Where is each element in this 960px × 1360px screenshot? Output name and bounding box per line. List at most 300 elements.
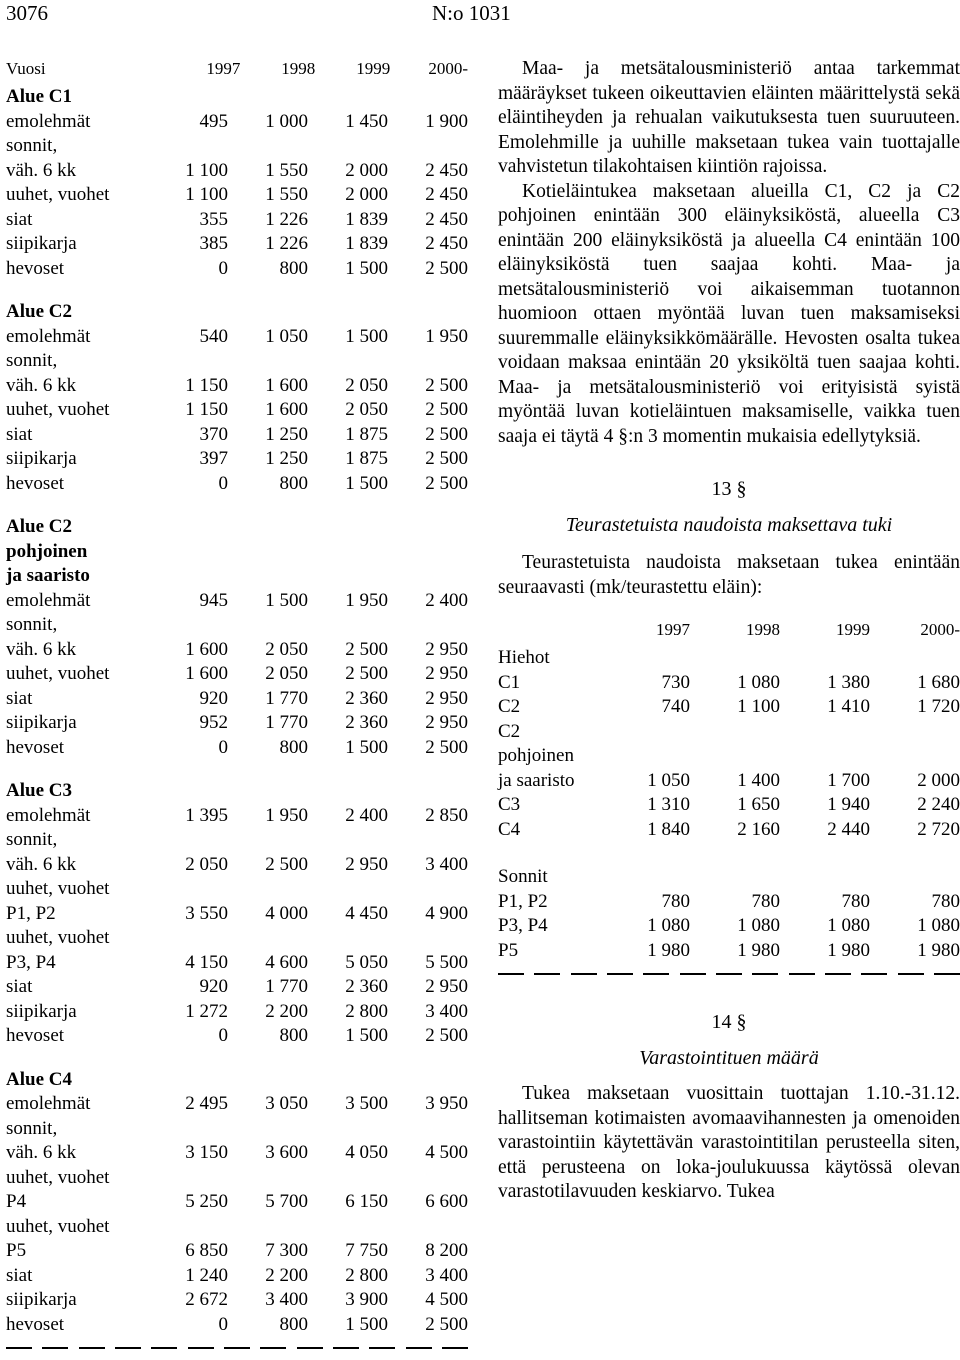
row-value: 1 250 [265, 448, 308, 469]
row-label: siipikarja [6, 1289, 77, 1310]
dash-segment [369, 1347, 395, 1349]
row-label: siat [6, 1264, 33, 1286]
row-value: 1 950 [345, 589, 388, 611]
table1-year: 2000- [428, 59, 468, 78]
table1-body [6, 85, 468, 1337]
table1-year: 1999 [356, 59, 391, 78]
row-label: hevoset [6, 736, 65, 758]
dash-segment [6, 1347, 32, 1349]
row-value: 495 [199, 110, 228, 132]
table-row [6, 589, 468, 614]
table-row [6, 1313, 468, 1338]
row-value: 5 500 [425, 951, 468, 973]
row-value: 2 050 [265, 663, 308, 684]
table-row [6, 257, 468, 282]
table2-year: 1997 [656, 620, 690, 639]
row-value: 1 150 [185, 374, 228, 396]
row-value: 2 050 [345, 399, 388, 420]
row-value: 1 600 [185, 638, 228, 660]
row-value: 2 950 [425, 712, 468, 733]
dash-segment [333, 1347, 359, 1349]
row-value: 1 900 [425, 110, 468, 132]
table-row [6, 1024, 468, 1049]
dash-segment [825, 973, 851, 975]
dash-segment [861, 973, 887, 975]
table2-body [498, 646, 960, 963]
row-label: uuhet, vuohet P1, P2 [6, 878, 110, 924]
right-column [498, 57, 960, 1205]
section-title: Varastointituen määrä [639, 1047, 819, 1069]
row-value: 1 500 [265, 589, 308, 611]
row-value: 2 360 [345, 976, 388, 997]
row-value: 2 450 [425, 184, 468, 205]
row-label: siipikarja [6, 233, 77, 254]
row-value: 800 [279, 1025, 308, 1046]
table-row [498, 695, 960, 720]
row-value: 1 080 [647, 915, 690, 936]
row-value: 1 600 [265, 374, 308, 396]
area-block [6, 300, 468, 496]
left-column [6, 57, 468, 1350]
row-value: 3 600 [265, 1142, 308, 1163]
table-row [6, 828, 468, 877]
row-value: 2 450 [425, 208, 468, 230]
dash-segment [297, 1347, 323, 1349]
table-row [6, 110, 468, 135]
row-value: 1 550 [265, 184, 308, 205]
table-row [6, 613, 468, 662]
table2-year: 1999 [836, 620, 870, 639]
row-value: 740 [661, 696, 690, 717]
row-label: uuhet, vuohet [6, 184, 110, 205]
row-label: siipikarja [6, 712, 77, 733]
table-row [6, 423, 468, 448]
area-title: Alue C2 pohjoinen ja saaristo [6, 516, 90, 586]
row-value: 1 600 [185, 663, 228, 684]
row-value: 2 000 [345, 159, 388, 181]
row-value: 1 080 [737, 671, 780, 693]
row-value: 1 500 [345, 1025, 388, 1046]
row-label: siat [6, 687, 33, 709]
row-value: 1 150 [185, 399, 228, 420]
table2-year: 1998 [746, 620, 780, 639]
area-title: Alue C2 [6, 301, 72, 322]
row-value: 2 500 [425, 1025, 468, 1046]
row-value: 0 [218, 1025, 228, 1046]
row-value: 1 600 [265, 399, 308, 420]
row-value: 2 850 [425, 804, 468, 826]
row-value: 3 900 [345, 1289, 388, 1310]
table-row [6, 736, 468, 761]
row-value: 1 050 [265, 325, 308, 347]
area-block [6, 1068, 468, 1338]
row-label: uuhet, vuohet P5 [6, 1215, 110, 1261]
row-label: C1 [498, 671, 521, 693]
row-value: 1 550 [265, 159, 308, 181]
row-value: 1 980 [917, 939, 960, 961]
row-value: 5 700 [265, 1191, 308, 1212]
row-label: emolehmät [6, 804, 91, 826]
row-value: 2 500 [425, 423, 468, 445]
row-value: 780 [661, 890, 690, 912]
row-label: siipikarja [6, 448, 77, 469]
row-value: 1 839 [345, 208, 388, 230]
row-value: 8 200 [425, 1240, 468, 1261]
table-row [6, 472, 468, 497]
table-row [6, 398, 468, 423]
row-value: 1 080 [827, 915, 870, 936]
dash-segment [406, 1347, 432, 1349]
row-label: siat [6, 976, 33, 997]
row-value: 780 [931, 890, 960, 912]
table-row [6, 711, 468, 736]
row-label: siipikarja [6, 1000, 77, 1022]
row-value: 2 800 [345, 1000, 388, 1022]
table2-header [498, 618, 960, 642]
row-value: 2 500 [345, 663, 388, 684]
row-value: 1 680 [917, 671, 960, 693]
row-value: 6 600 [425, 1191, 468, 1212]
row-label: hevoset [6, 472, 65, 494]
area-title: Alue C1 [6, 86, 72, 107]
row-value: 3 150 [185, 1142, 228, 1163]
table-row [6, 232, 468, 257]
dash-segment [151, 1347, 177, 1349]
row-value: 2 360 [345, 712, 388, 733]
table-row [6, 208, 468, 233]
row-value: 2 050 [265, 638, 308, 660]
dash-segment [442, 1347, 468, 1349]
row-value: 7 750 [345, 1240, 388, 1261]
row-value: 1 310 [647, 794, 690, 815]
row-value: 1 080 [917, 915, 960, 936]
row-value: 800 [279, 736, 308, 758]
row-value: 800 [279, 257, 308, 279]
row-value: 2 500 [345, 638, 388, 660]
area-block [6, 85, 468, 281]
section-title: Teurastetuista naudoista maksettava tuki [565, 514, 893, 536]
dash-segment [607, 973, 633, 975]
area-block [6, 779, 468, 1049]
row-value: 1 500 [345, 472, 388, 494]
table-row [6, 134, 468, 183]
row-value: 2 050 [185, 853, 228, 875]
row-value: 1 080 [737, 915, 780, 936]
row-value: 2 240 [917, 794, 960, 815]
row-label: emolehmät [6, 325, 91, 347]
row-value: 2 950 [345, 853, 388, 875]
row-value: 0 [218, 736, 228, 758]
row-value: 2 672 [185, 1289, 228, 1310]
row-value: 1 950 [425, 325, 468, 347]
table-row [6, 1264, 468, 1289]
row-label: sonnit, väh. 6 kk [6, 614, 77, 660]
row-value: 1 240 [185, 1264, 228, 1286]
dash-segment [260, 1347, 286, 1349]
table2-end-rule [498, 973, 960, 976]
row-label: uuhet, vuohet P4 [6, 1166, 110, 1212]
row-value: 1 500 [345, 1313, 388, 1335]
row-value: 1 770 [265, 712, 308, 733]
row-value: 952 [199, 712, 228, 733]
row-value: 4 050 [345, 1142, 388, 1163]
row-value: 2 000 [917, 769, 960, 791]
row-value: 1 980 [827, 939, 870, 961]
row-value: 2 450 [425, 159, 468, 181]
row-value: 1 940 [827, 794, 870, 815]
row-value: 2 050 [345, 374, 388, 396]
row-value: 730 [661, 671, 690, 693]
row-value: 1 050 [647, 769, 690, 791]
section-number: 13 § [711, 478, 747, 500]
row-value: 1 400 [737, 769, 780, 791]
row-value: 0 [218, 257, 228, 279]
dash-segment [224, 1347, 250, 1349]
row-value: 3 400 [265, 1289, 308, 1310]
table-row [6, 1092, 468, 1117]
row-value: 1 980 [737, 939, 780, 961]
row-value: 1 950 [265, 804, 308, 826]
row-value: 1 500 [345, 736, 388, 758]
row-value: 3 400 [425, 1000, 468, 1022]
table-row [498, 914, 960, 939]
table-row [6, 349, 468, 398]
group-title: Hiehot [498, 647, 550, 668]
row-value: 1 226 [265, 233, 308, 254]
row-value: 540 [199, 325, 228, 347]
row-value: 1 650 [737, 794, 780, 815]
row-value: 0 [218, 472, 228, 494]
row-value: 2 950 [425, 687, 468, 709]
row-value: 5 250 [185, 1191, 228, 1212]
row-label: sonnit, väh. 6 kk [6, 829, 77, 875]
row-label: hevoset [6, 1025, 65, 1046]
row-value: 2 500 [425, 257, 468, 279]
table-row [6, 1000, 468, 1025]
table-row [6, 1117, 468, 1166]
row-value: 1 100 [737, 696, 780, 717]
paragraph: Tukea maksetaan vuosittain tuottajan 1.10.-31.12. hallitseman kotimaisten avomaavihannesten ja omenoiden varastointiin käytettävän varastointitilan perusteella siten, että perusteena on loka-joulukuussa käytössä olevan varastotilavuuden keskiarvo. Tukea [498, 1083, 960, 1202]
table-row [6, 975, 468, 1000]
row-label: P5 [498, 939, 519, 961]
dash-segment [79, 1347, 105, 1349]
row-value: 1 875 [345, 423, 388, 445]
dash-segment [716, 973, 742, 975]
paragraph: Teurastetuista naudoista maksetaan tukea enintään seuraavasti (mk/teurastettu eläin): [498, 552, 960, 598]
table-row [6, 1215, 468, 1264]
row-value: 3 500 [345, 1093, 388, 1114]
row-label: hevoset [6, 257, 65, 279]
row-value: 1 226 [265, 208, 308, 230]
dash-segment [115, 1347, 141, 1349]
row-label: sonnit, väh. 6 kk [6, 350, 77, 396]
row-value: 1 980 [647, 939, 690, 961]
row-value: 800 [279, 472, 308, 494]
row-label: uuhet, vuohet P3, P4 [6, 927, 110, 973]
page-number: 3076 [6, 1, 48, 25]
table2 [498, 618, 960, 963]
paragraph: Kotieläintukea maksetaan alueilla C1, C2 ja C2 pohjoinen enintään 300 eläinyksiköstä, alueella C3 enintään 200 eläinyksiköstä ja alueella C4 enintään 100 eläinyksiköstä tuen saajaa kohti. Maa- ja metsätalousministeriö voi aikaisemman tuotannon huomioon ottaen myöntää luvan tuen maksamiseksi suuremmalle eläinyksikkömäärälle. Hevosten osalta tukea voidaan maksaa enintään 20 yksiköltä tuen saajaa kohti. Maa- ja metsätalousministeriö voi erityisistä syistä myöntää luvan kotieläintuen maksamiselle, vaikka tuen saaja ei täytä 4 §:n 3 momentin mukaisia edellytyksiä. [498, 180, 960, 447]
row-value: 1 000 [265, 110, 308, 132]
table-row [498, 818, 960, 843]
area-title: Alue C4 [6, 1068, 72, 1090]
row-label: hevoset [6, 1313, 65, 1335]
row-value: 1 272 [185, 1000, 228, 1022]
row-value: 5 050 [345, 951, 388, 973]
row-label: uuhet, vuohet [6, 663, 110, 684]
row-value: 3 550 [185, 902, 228, 924]
table-row [6, 447, 468, 472]
row-value: 1 500 [345, 325, 388, 347]
row-value: 1 770 [265, 687, 308, 709]
row-value: 4 150 [185, 951, 228, 973]
row-value: 2 000 [345, 184, 388, 205]
table-row [6, 1166, 468, 1215]
table2-year: 2000- [920, 620, 960, 639]
row-value: 2 500 [265, 853, 308, 875]
row-value: 1 840 [647, 818, 690, 840]
row-value: 1 770 [265, 976, 308, 997]
dash-segment [498, 973, 524, 975]
table-row [6, 183, 468, 208]
row-value: 2 200 [265, 1264, 308, 1286]
table1-header [6, 57, 468, 81]
row-value: 2 400 [425, 589, 468, 611]
table1-year: 1998 [281, 59, 316, 78]
row-value: 7 300 [265, 1240, 308, 1261]
row-value: 1 410 [827, 696, 870, 717]
row-value: 1 839 [345, 233, 388, 254]
table-row [6, 804, 468, 829]
row-value: 1 380 [827, 671, 870, 693]
row-value: 4 500 [425, 1142, 468, 1163]
table-row [498, 720, 960, 794]
row-value: 2 500 [425, 374, 468, 396]
row-value: 4 000 [265, 902, 308, 924]
row-value: 920 [199, 687, 228, 709]
row-value: 1 720 [917, 696, 960, 717]
row-value: 1 395 [185, 804, 228, 826]
dash-segment [934, 973, 960, 975]
row-value: 2 500 [425, 736, 468, 758]
row-value: 2 160 [737, 818, 780, 840]
row-value: 1 700 [827, 769, 870, 791]
row-value: 1 450 [345, 110, 388, 132]
row-value: 6 150 [345, 1191, 388, 1212]
row-value: 4 600 [265, 951, 308, 973]
row-value: 2 495 [185, 1093, 228, 1114]
row-label: P3, P4 [498, 915, 548, 936]
section-number: 14 § [711, 1011, 747, 1033]
issue-number: N:o 1031 [432, 1, 511, 25]
table1-end-rule [6, 1347, 468, 1350]
table-row [498, 939, 960, 964]
row-value: 1 875 [345, 448, 388, 469]
row-label: sonnit, väh. 6 kk [6, 135, 77, 181]
row-value: 920 [199, 976, 228, 997]
row-label: siat [6, 208, 33, 230]
row-value: 2 200 [265, 1000, 308, 1022]
row-value: 2 400 [345, 804, 388, 826]
dash-segment [898, 973, 924, 975]
row-value: 2 720 [917, 818, 960, 840]
row-label: C3 [498, 794, 521, 815]
table-row [6, 687, 468, 712]
row-value: 2 500 [425, 399, 468, 420]
row-value: 2 440 [827, 818, 870, 840]
row-value: 800 [279, 1313, 308, 1335]
row-value: 6 850 [185, 1240, 228, 1261]
row-value: 945 [199, 589, 228, 611]
table-row [498, 671, 960, 696]
row-value: 3 950 [425, 1093, 468, 1114]
row-value: 3 400 [425, 1264, 468, 1286]
row-label: emolehmät [6, 589, 91, 611]
row-value: 1 250 [265, 423, 308, 445]
row-label: sonnit, väh. 6 kk [6, 1117, 77, 1163]
paragraph: Maa- ja metsätalousministeriö antaa tarkemmat määräykset tukeen oikeuttavien eläinten määrittelystä sekä eläintiheyden ja rehualan vaikutuksesta tuen suuruuteen. Emolehmille ja uuhille maksetaan tukea vain tuottajalle vahvistetun tilakohtaisen kiintiön rajoissa. [498, 58, 960, 177]
table-row [6, 877, 468, 926]
row-value: 4 450 [345, 902, 388, 924]
row-value: 4 500 [425, 1289, 468, 1310]
table-row [6, 325, 468, 350]
table2-group [498, 865, 960, 963]
row-label: C4 [498, 818, 521, 840]
row-value: 3 400 [425, 853, 468, 875]
dash-segment [42, 1347, 68, 1349]
table1-header-label: Vuosi [6, 59, 46, 78]
row-label: emolehmät [6, 1093, 91, 1114]
table-row [498, 890, 960, 915]
table1-year: 1997 [206, 59, 241, 78]
row-label: C2 [498, 696, 521, 717]
row-value: 2 500 [425, 1313, 468, 1335]
row-value: 1 500 [345, 257, 388, 279]
table-row [6, 926, 468, 975]
dash-segment [571, 973, 597, 975]
row-value: 780 [751, 890, 780, 912]
group-title: Sonnit [498, 866, 548, 887]
row-value: 2 500 [425, 472, 468, 494]
row-value: 2 800 [345, 1264, 388, 1286]
row-value: 385 [199, 233, 228, 254]
row-value: 2 360 [345, 687, 388, 709]
row-value: 397 [199, 448, 228, 469]
dash-segment [188, 1347, 214, 1349]
row-value: 1 100 [185, 184, 228, 205]
area-block [6, 515, 468, 760]
table-row [6, 662, 468, 687]
row-value: 3 050 [265, 1093, 308, 1114]
row-label: siat [6, 423, 33, 445]
row-label: P1, P2 [498, 890, 548, 912]
row-label: emolehmät [6, 110, 91, 132]
table-row [6, 1288, 468, 1313]
row-value: 780 [841, 890, 870, 912]
table-row [498, 793, 960, 818]
row-label: C2 pohjoinen ja saaristo [498, 720, 575, 791]
row-value: 2 500 [425, 448, 468, 469]
dash-segment [643, 973, 669, 975]
area-title: Alue C3 [6, 780, 72, 801]
page-header [0, 0, 960, 30]
table2-group [498, 646, 960, 842]
dash-segment [680, 973, 706, 975]
row-value: 4 900 [425, 902, 468, 924]
row-label: uuhet, vuohet [6, 399, 110, 420]
row-value: 0 [218, 1313, 228, 1335]
dash-segment [789, 973, 815, 975]
